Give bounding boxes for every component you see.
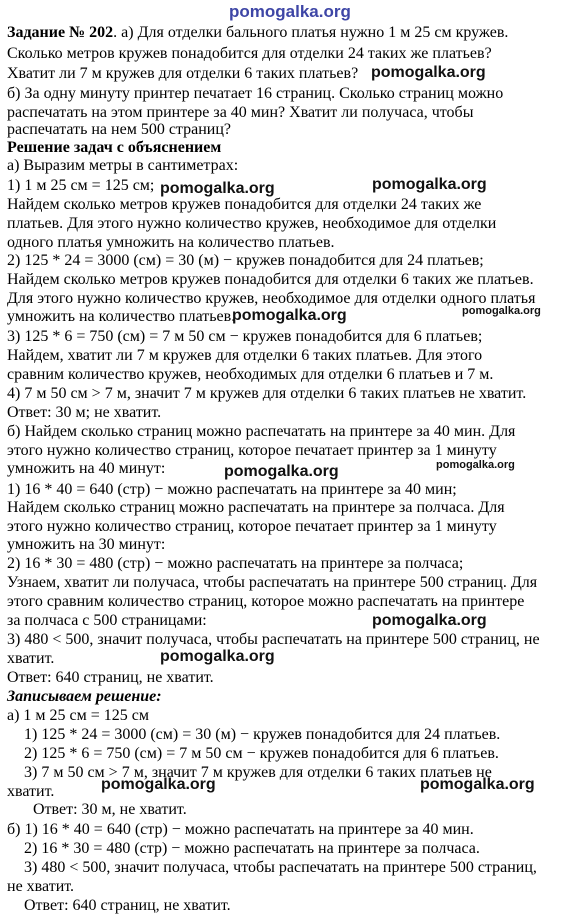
task-line-4: б) За одну минуту принтер печатает 16 страниц. Сколько страниц можно bbox=[7, 85, 504, 102]
record-line: не хватит. bbox=[7, 878, 75, 895]
task-title: Задание № 202 bbox=[7, 24, 114, 41]
task-line-2: Сколько метров кружев понадобится для отделки 24 таких же платьев? bbox=[7, 45, 492, 62]
solution-line: Найдем сколько страниц можно распечатать на принтере за полчаса. Для bbox=[7, 499, 505, 516]
watermark-small: pomogalka.org bbox=[462, 305, 541, 317]
watermark: pomogalka.org bbox=[101, 776, 216, 793]
task-line-3: Хватит ли 7 м кружев для отделки 6 таких платьев? bbox=[7, 65, 359, 82]
solution-line: Найдем сколько метров кружев понадобится для отделки 24 таких же bbox=[7, 196, 482, 213]
solution-line: умножить на 30 минут: bbox=[7, 536, 166, 553]
record-line: а) 1 м 25 см = 125 см bbox=[7, 707, 150, 724]
solution-line: 1) 1 м 25 см = 125 см; bbox=[7, 177, 155, 194]
record-answer-b: Ответ: 640 страниц, не хватит. bbox=[24, 897, 231, 914]
task-line-1 bbox=[7, 23, 508, 42]
watermark-top: pomogalka.org bbox=[229, 2, 351, 21]
watermark: pomogalka.org bbox=[160, 180, 275, 197]
solution-line: 3) 125 * 6 = 750 (см) = 7 м 50 см − кружев понадобится для 6 платьев; bbox=[7, 328, 483, 345]
solution-line: 2) 125 * 24 = 3000 (см) = 30 (м) − кружев понадобится для 24 платьев; bbox=[7, 252, 484, 269]
solution-line: Для этого нужно количество кружев, необходимое для отделки одного платья bbox=[7, 290, 536, 307]
watermark: pomogalka.org bbox=[372, 176, 487, 193]
solution-line: 4) 7 м 50 см > 7 м, значит 7 м кружев для отделки 6 таких платьев не хватит. bbox=[7, 385, 527, 402]
watermark-small: pomogalka.org bbox=[436, 459, 515, 471]
record-heading: Записываем решение: bbox=[7, 688, 162, 705]
watermark: pomogalka.org bbox=[371, 64, 486, 81]
solution-line: сравним количество кружев, необходимых для отделки 6 платьев и 7 м. bbox=[7, 366, 494, 383]
solution-line: хватит. bbox=[7, 650, 55, 667]
solution-line: Узнаем, хватит ли получаса, чтобы распечатать на принтере 500 страниц. Для bbox=[7, 574, 538, 591]
solution-line: 3) 480 < 500, значит получаса, чтобы распечатать на принтере 500 страниц, не bbox=[7, 631, 540, 648]
record-line: 2) 125 * 6 = 750 (см) = 7 м 50 см − кружев понадобится для 6 платьев. bbox=[24, 745, 499, 762]
watermark: pomogalka.org bbox=[160, 648, 275, 665]
solution-line: Найдем сколько метров кружев понадобится для отделки 6 таких же платьев. bbox=[7, 271, 534, 288]
task-line-5: распечатать на этом принтере за 40 мин? Хватит ли получаса, чтобы bbox=[7, 104, 474, 121]
solution-line: б) Найдем сколько страниц можно распечатать на принтере за 40 мин. Для bbox=[7, 423, 516, 440]
record-line: б) 1) 16 * 40 = 640 (стр) − можно распечатать на принтере за 40 мин. bbox=[7, 821, 474, 838]
solution-line: 2) 16 * 30 = 480 (стр) − можно распечатать на принтере за полчаса; bbox=[7, 555, 464, 572]
solution-line: одного платья умножить на количество платьев. bbox=[7, 234, 335, 251]
solution-line: за полчаса с 500 страницами: bbox=[7, 612, 207, 629]
record-line: 1) 125 * 24 = 3000 (см) = 30 (м) − кружев понадобится для 24 платьев. bbox=[24, 726, 501, 743]
solution-answer-a: Ответ: 30 м; не хватит. bbox=[7, 404, 162, 421]
task-line-6: распечатать на нем 500 страниц? bbox=[7, 121, 231, 138]
record-line: 3) 7 м 50 см > 7 м, значит 7 м кружев для отделки 6 таких платьев не bbox=[24, 764, 492, 781]
record-line: 2) 16 * 30 = 480 (стр) − можно распечатать на принтере за полчаса. bbox=[24, 840, 480, 857]
solution-line: 1) 16 * 40 = 640 (стр) − можно распечатать на принтере за 40 мин; bbox=[7, 481, 457, 498]
watermark: pomogalka.org bbox=[232, 307, 347, 324]
solution-line: умножить на количество платьев. bbox=[7, 308, 236, 325]
solution-line: этого нужно количество страниц, которое печатает принтер за 1 минуту bbox=[7, 442, 497, 459]
solution-line: этого сравним количество страниц, которое можно распечатать на принтере bbox=[7, 593, 525, 610]
record-answer-a: Ответ: 30 м, не хватит. bbox=[33, 801, 187, 818]
record-line: хватит. bbox=[7, 783, 55, 800]
record-line: 3) 480 < 500, значит получаса, чтобы распечатать на принтере 500 страниц, bbox=[24, 859, 537, 876]
watermark: pomogalka.org bbox=[420, 776, 535, 793]
watermark: pomogalka.org bbox=[372, 612, 487, 629]
solution-line: платьев. Для этого нужно количество кружев, необходимое для отделки bbox=[7, 215, 497, 232]
solution-line: умножить на 40 минут: bbox=[7, 460, 166, 477]
solution-line: Найдем, хватит ли 7 м кружев для отделки 6 таких платьев. Для этого bbox=[7, 347, 483, 364]
solution-heading: Решение задач с объяснением bbox=[7, 139, 222, 156]
solution-line: этого нужно количество страниц, которое печатает принтер за 1 минуту bbox=[7, 518, 497, 535]
task-line-1-text: . а) Для отделки бального платья нужно 1 м 25 см кружев. bbox=[113, 24, 509, 41]
solution-answer-b: Ответ: 640 страниц, не хватит. bbox=[7, 669, 214, 686]
solution-line: а) Выразим метры в сантиметрах: bbox=[7, 157, 239, 174]
watermark: pomogalka.org bbox=[224, 463, 339, 480]
